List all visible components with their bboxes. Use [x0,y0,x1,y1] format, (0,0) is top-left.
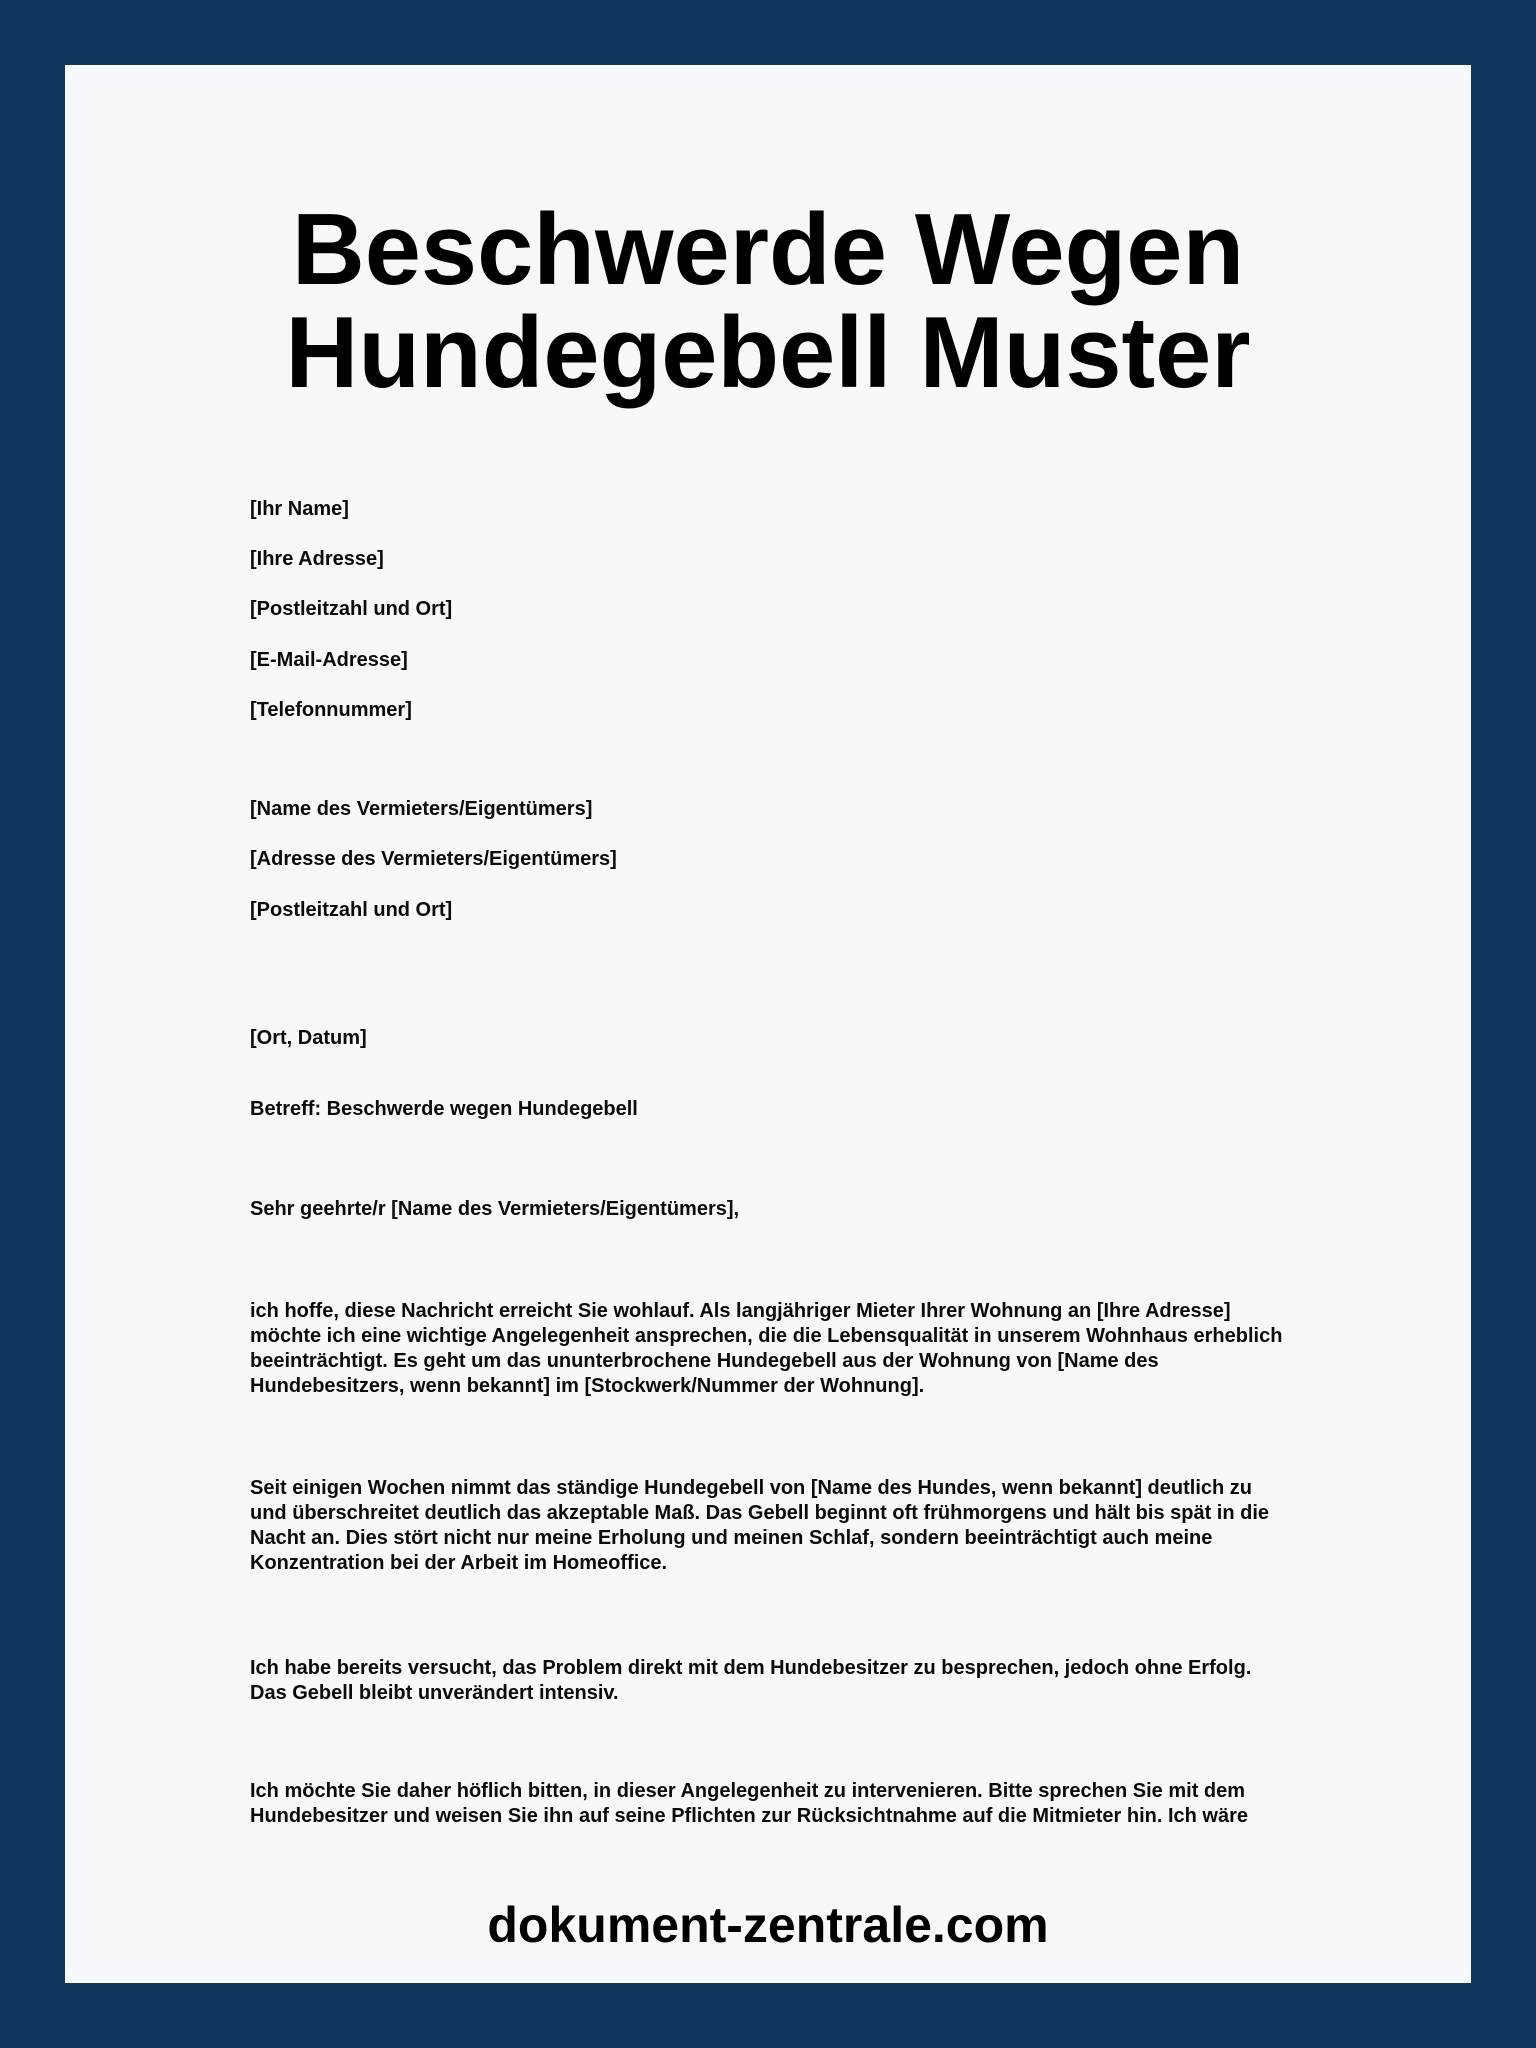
document-title-line-1: Beschwerde Wegen [291,194,1245,306]
sender-phone-placeholder: [Telefonnummer] [250,699,412,721]
sender-address-placeholder: [Ihre Adresse] [250,548,384,570]
sender-name-placeholder: [Ihr Name] [250,498,349,520]
body-paragraph-1: ich hoffe, diese Nachricht erreicht Sie wohlauf. Als langjähriger Mieter Ihrer Wohnung an [Ihre Adresse] möchte ich eine wichtige Angelegenheit ansprechen, die die Lebensqualität in unserem Wohnhaus erheblich beeinträchtigt. Es geht um das ununterbrochene Hundegebell aus der Wohnung von [Name des Hundebesitzers, wenn bekannt] im [Stockwerk/Nummer der Wohnung]. [250,1300,1283,1397]
body-paragraph-2: Seit einigen Wochen nimmt das ständige Hundegebell von [Name des Hundes, wenn bekannt] deutlich zu und überschreitet deutlich das akzeptable Maß. Das Gebell beginnt oft frühmorgens und hält bis spät in die Nacht an. Dies stört nicht nur meine Erholung und meinen Schlaf, sondern beeinträchtigt auch meine Konzentration bei der Arbeit im Homeoffice. [250,1477,1270,1574]
sender-zip-city-placeholder: [Postleitzahl und Ort] [250,598,453,620]
body-paragraph-4: Ich möchte Sie daher höflich bitten, in dieser Angelegenheit zu intervenieren. Bitte sprechen Sie mit dem Hundebesitzer und weisen Sie ihn auf seine Pflichten zur Rücksichtnahme auf die Mitmieter hin. Ich wäre [250,1780,1248,1827]
recipient-zip-city-placeholder: [Postleitzahl und Ort] [250,899,453,921]
place-date-placeholder: [Ort, Datum] [250,1027,367,1049]
recipient-name-placeholder: [Name des Vermieters/Eigentümers] [250,798,593,820]
letter-page [65,65,1471,1983]
document-title-line-2: Hundegebell Muster [285,297,1251,409]
subject-line: Betreff: Beschwerde wegen Hundegebell [250,1098,638,1120]
body-paragraph-3: Ich habe bereits versucht, das Problem direkt mit dem Hundebesitzer zu besprechen, jedoch ohne Erfolg. Das Gebell bleibt unverändert intensiv. [250,1657,1252,1704]
recipient-address-placeholder: [Adresse des Vermieters/Eigentümers] [250,848,617,870]
sender-email-placeholder: [E-Mail-Adresse] [250,649,408,671]
document-title [65,194,1471,409]
salutation-line: Sehr geehrte/r [Name des Vermieters/Eigentümers], [250,1198,740,1220]
site-watermark: dokument-zentrale.com [487,1897,1049,1953]
